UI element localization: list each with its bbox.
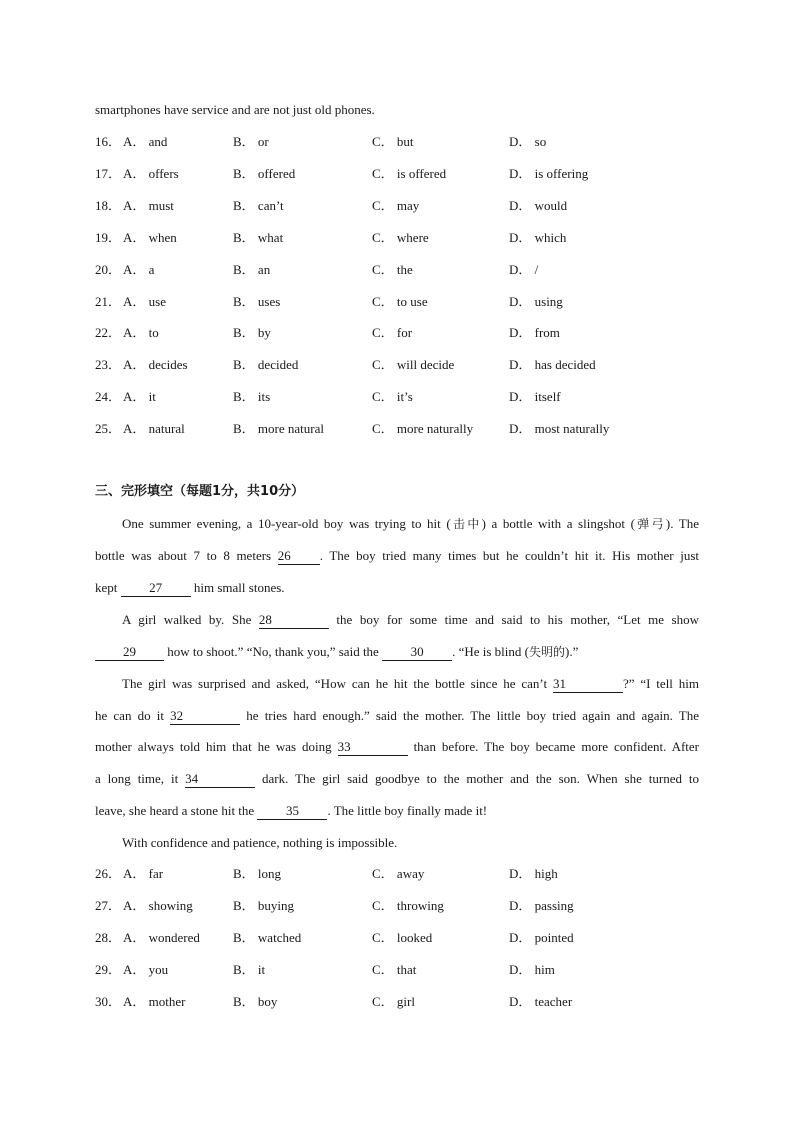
option-c[interactable]: C． to use [372, 293, 428, 309]
question-row [95, 387, 715, 407]
option-c[interactable]: C． throwing [372, 897, 444, 913]
option-d[interactable]: D． using [509, 293, 563, 309]
question-number: 26． [95, 866, 122, 881]
option-c[interactable]: C． may [372, 197, 420, 213]
question-row [95, 196, 715, 216]
question-number: 18． [95, 197, 122, 213]
option-d[interactable]: D． him [509, 961, 555, 977]
option-d[interactable]: D． so [509, 134, 547, 149]
question-row [95, 864, 715, 884]
option-b[interactable]: B． an [233, 261, 271, 277]
question-number: 29． [95, 961, 122, 977]
passage-line: kept 27 him small stones. [95, 580, 285, 595]
option-b[interactable]: B． long [233, 866, 282, 881]
option-c[interactable]: C． that [372, 961, 417, 977]
question-row [95, 228, 715, 248]
option-a[interactable]: A． far [123, 866, 164, 881]
question-number: 30． [95, 993, 122, 1009]
question-number: 28． [95, 929, 122, 945]
question-number: 23． [95, 357, 122, 373]
option-b[interactable]: B． decided [233, 357, 299, 373]
question-row [95, 960, 715, 980]
option-a[interactable]: A． must [123, 197, 174, 213]
option-b[interactable]: B． more natural [233, 421, 324, 437]
question-number: 16． [95, 134, 122, 149]
blank-28[interactable]: 28 [259, 612, 329, 629]
option-c[interactable]: C． it’s [372, 389, 413, 405]
passage-line: The girl was surprised and asked, “How can he hit the bottle since he can’t 31 ?” “I tell him [122, 676, 699, 691]
question-row [95, 260, 715, 280]
option-c[interactable]: C． for [372, 325, 413, 341]
option-a[interactable]: A． use [123, 293, 166, 309]
option-b[interactable]: B． or [233, 134, 269, 149]
question-number: 24． [95, 389, 122, 405]
option-b[interactable]: B． by [233, 325, 271, 341]
blank-27[interactable]: 27 [121, 580, 191, 597]
option-d[interactable]: D． pointed [509, 929, 574, 945]
question-row [95, 896, 715, 916]
question-row [95, 355, 715, 375]
passage-closing-line: With confidence and patience, nothing is impossible. [122, 835, 398, 850]
question-row [95, 132, 715, 152]
option-a[interactable]: A． decides [123, 357, 188, 373]
blank-35[interactable]: 35 [257, 803, 327, 820]
passage-line: leave, she heard a stone hit the 35 . The little boy finally made it! [95, 803, 488, 818]
question-number: 22． [95, 325, 122, 341]
option-d[interactable]: D． most naturally [509, 421, 610, 437]
option-c[interactable]: C． away [372, 866, 425, 881]
question-row [95, 292, 715, 312]
option-b[interactable]: B． offered [233, 165, 296, 181]
blank-26[interactable]: 26 [278, 548, 320, 565]
option-a[interactable]: A． you [123, 961, 169, 977]
continued-passage-line: smartphones have service and are not just old phones. [95, 102, 375, 117]
option-c[interactable]: C． looked [372, 929, 433, 945]
question-number: 21． [95, 293, 122, 309]
option-b[interactable]: B． can’t [233, 197, 284, 213]
option-a[interactable]: A． and [123, 134, 168, 149]
option-a[interactable]: A． mother [123, 993, 186, 1009]
option-c[interactable]: C． is offered [372, 165, 447, 181]
option-c[interactable]: C． the [372, 261, 413, 277]
passage-line: 29 how to shoot.” “No, thank you,” said the 30 . “He is blind (失明的).” [95, 642, 699, 662]
option-a[interactable]: A． offers [123, 165, 179, 181]
passage-line: One summer evening, a 10-year-old boy was trying to hit (击中) a bottle with a slingshot (弹弓). The [122, 516, 699, 531]
option-d[interactable]: D． teacher [509, 993, 573, 1009]
passage-line: mother always told him that he was doing 33 than before. The boy became more confident. After [95, 739, 700, 754]
option-a[interactable]: A． a [123, 261, 155, 277]
blank-29[interactable]: 29 [95, 644, 164, 661]
question-row [95, 992, 715, 1012]
question-row [95, 928, 715, 948]
passage-line: A girl walked by. She 28 the boy for some time and said to his mother, “Let me show [122, 612, 699, 627]
question-row [95, 164, 715, 184]
option-c[interactable]: C． will decide [372, 357, 455, 373]
question-row [95, 323, 715, 343]
passage-line: a long time, it 34 dark. The girl said goodbye to the mother and the son. When she turned to [95, 771, 699, 786]
option-a[interactable]: A． showing [123, 897, 193, 913]
option-d[interactable]: D． which [509, 229, 567, 245]
option-d[interactable]: D． has decided [509, 357, 596, 373]
option-b[interactable]: B． it [233, 961, 266, 977]
option-b[interactable]: B． buying [233, 897, 295, 913]
passage-line: bottle was about 7 to 8 meters 26 . The boy tried many times but he couldn’t hit it. His mother just [95, 548, 699, 563]
option-c[interactable]: C． more naturally [372, 421, 474, 437]
option-d[interactable]: D． / [509, 261, 539, 277]
blank-32[interactable]: 32 [170, 708, 240, 725]
option-a[interactable]: A． wondered [123, 929, 200, 945]
option-a[interactable]: A． when [123, 229, 177, 245]
question-number: 20． [95, 261, 122, 277]
blank-33[interactable]: 33 [338, 739, 408, 756]
option-b[interactable]: B． boy [233, 993, 278, 1009]
option-b[interactable]: B． what [233, 229, 284, 245]
option-d[interactable]: D． would [509, 197, 568, 213]
option-c[interactable]: C． where [372, 229, 429, 245]
option-c[interactable]: C． but [372, 134, 414, 149]
passage-line: he can do it 32 he tries hard enough.” said the mother. The little boy tried again and again. The [95, 708, 699, 723]
option-b[interactable]: B． its [233, 389, 271, 405]
question-number: 17． [95, 165, 122, 181]
blank-34[interactable]: 34 [185, 771, 255, 788]
question-row [95, 419, 715, 439]
question-number: 27． [95, 897, 122, 913]
option-a[interactable]: A． to [123, 325, 159, 341]
option-d[interactable]: D． itself [509, 389, 561, 405]
option-a[interactable]: A． it [123, 389, 156, 405]
option-d[interactable]: D． is offering [509, 165, 589, 181]
option-d[interactable]: D． passing [509, 897, 574, 913]
option-d[interactable]: D． from [509, 325, 560, 341]
option-b[interactable]: B． watched [233, 929, 302, 945]
blank-30[interactable]: 30 [382, 644, 452, 661]
blank-31[interactable]: 31 [553, 676, 623, 693]
question-number: 25． [95, 421, 122, 437]
option-c[interactable]: C． girl [372, 993, 415, 1009]
section-heading: 三、完形填空（每题1分，共10分） [95, 484, 305, 499]
option-d[interactable]: D． high [509, 866, 558, 881]
option-a[interactable]: A． natural [123, 421, 185, 437]
option-b[interactable]: B． uses [233, 293, 281, 309]
question-number: 19． [95, 229, 122, 245]
